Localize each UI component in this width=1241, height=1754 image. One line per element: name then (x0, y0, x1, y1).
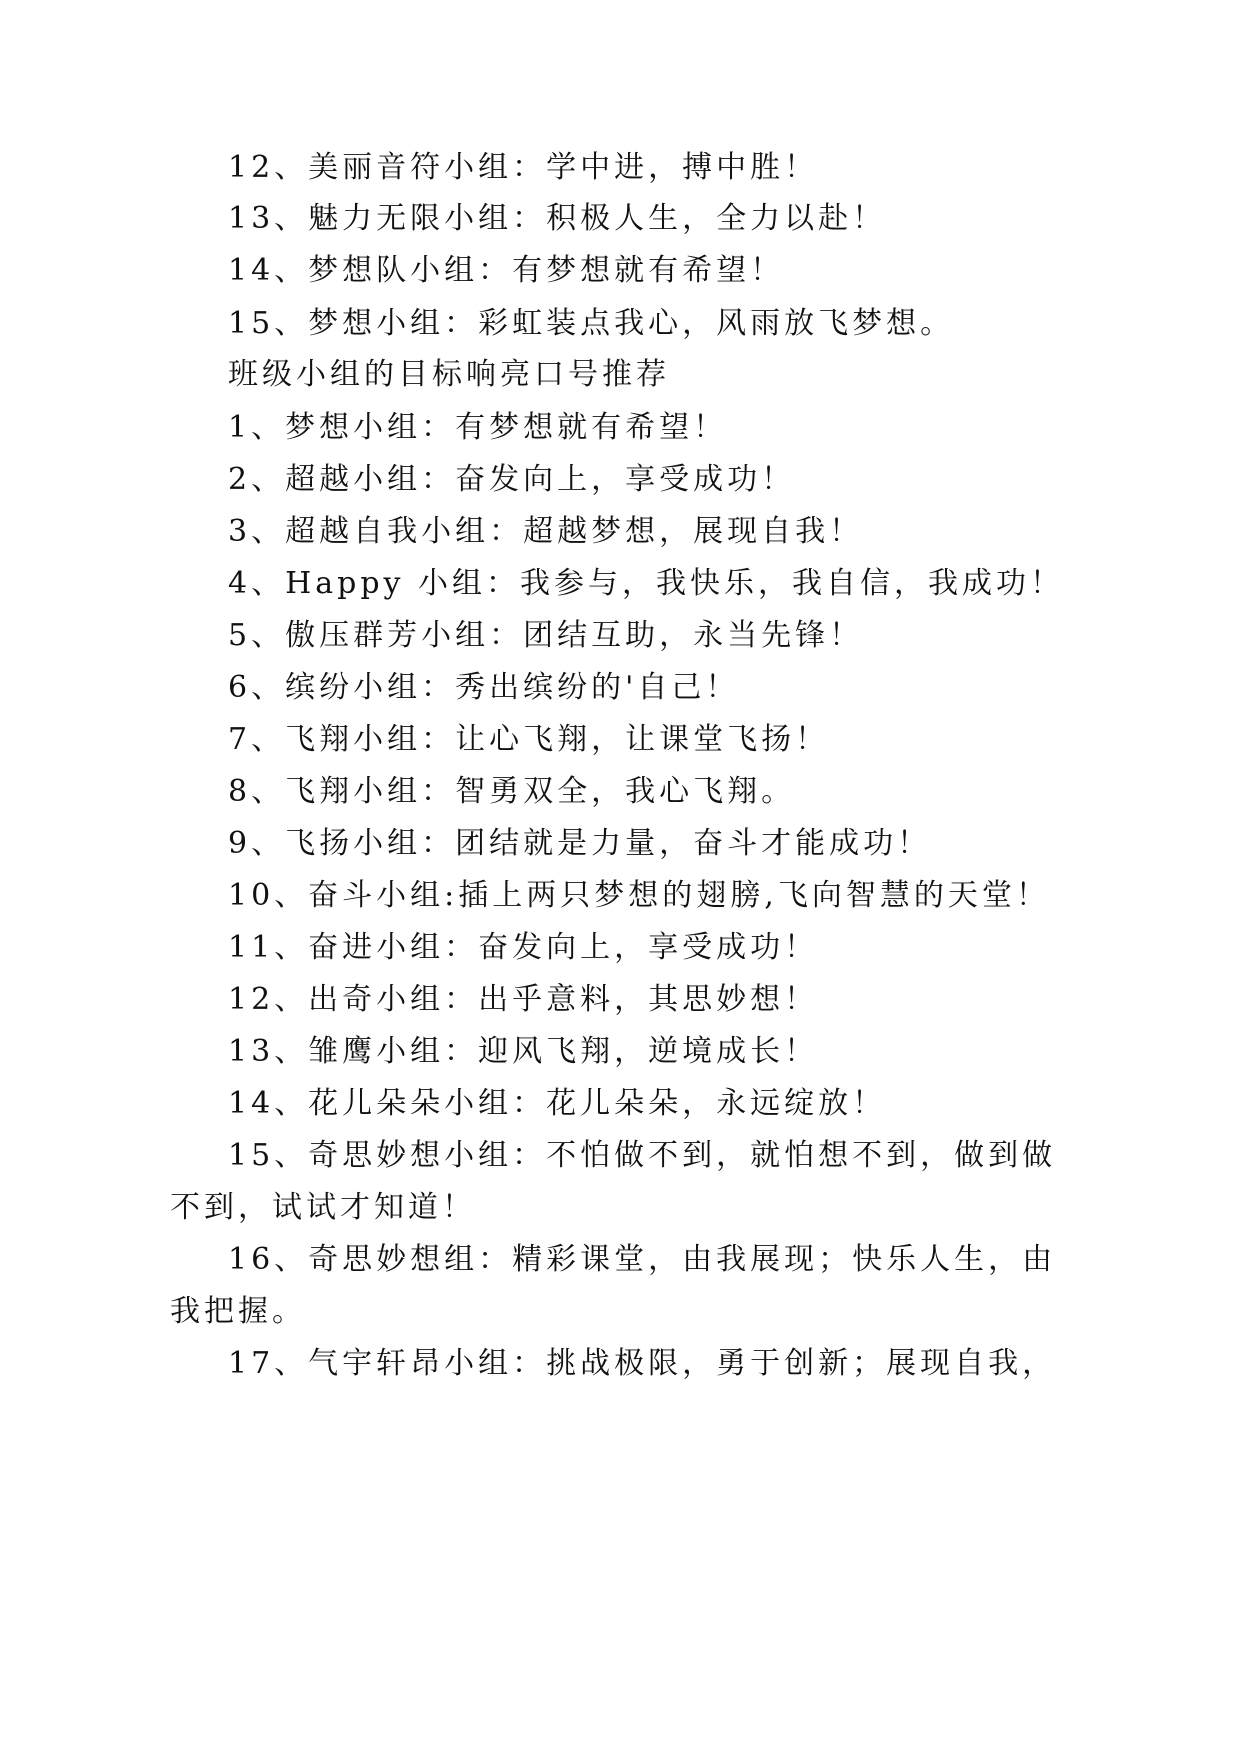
text-line: 12、美丽音符小组：学中进，搏中胜！ (228, 150, 819, 185)
text-line: 13、魅力无限小组：积极人生，全力以赴！ (228, 201, 887, 236)
text-line: 10、奋斗小组:插上两只梦想的翅膀,飞向智慧的天堂！ (228, 878, 1050, 913)
text-line: 7、飞翔小组：让心飞翔，让课堂飞扬！ (228, 722, 830, 757)
text-line: 不到，试试才知道！ (170, 1190, 476, 1225)
text-line: 8、飞翔小组：智勇双全，我心飞翔。 (228, 774, 796, 809)
text-line: 4、Happy 小组：我参与，我快乐，我自信，我成功！ (228, 566, 1065, 601)
text-line: 14、梦想队小组：有梦想就有希望！ (228, 253, 785, 288)
text-line: 17、气宇轩昂小组：挑战极限，勇于创新；展现自我， (228, 1346, 1057, 1381)
text-line: 我把握。 (170, 1294, 306, 1329)
text-line: 9、飞扬小组：团结就是力量，奋斗才能成功！ (228, 826, 932, 861)
text-line: 3、超越自我小组：超越梦想，展现自我！ (228, 514, 864, 549)
text-line: 2、超越小组：奋发向上，享受成功！ (228, 462, 796, 497)
text-line: 13、雏鹰小组：迎风飞翔，逆境成长！ (228, 1034, 819, 1069)
text-line: 15、梦想小组：彩虹装点我心，风雨放飞梦想。 (228, 306, 955, 341)
section-heading: 班级小组的目标响亮口号推荐 (228, 357, 670, 392)
text-line: 6、缤纷小组：秀出缤纷的'自己！ (228, 670, 740, 705)
text-line: 1、梦想小组：有梦想就有希望！ (228, 410, 728, 445)
text-line: 5、傲压群芳小组：团结互助，永当先锋！ (228, 618, 864, 653)
text-line: 16、奇思妙想组：精彩课堂，由我展现；快乐人生，由 (228, 1242, 1057, 1277)
text-line: 15、奇思妙想小组：不怕做不到，就怕想不到，做到做 (228, 1138, 1057, 1173)
text-line: 14、花儿朵朵小组：花儿朵朵，永远绽放！ (228, 1086, 887, 1121)
text-line: 11、奋进小组：奋发向上，享受成功！ (228, 930, 819, 965)
text-line: 12、出奇小组：出乎意料，其思妙想！ (228, 982, 819, 1017)
